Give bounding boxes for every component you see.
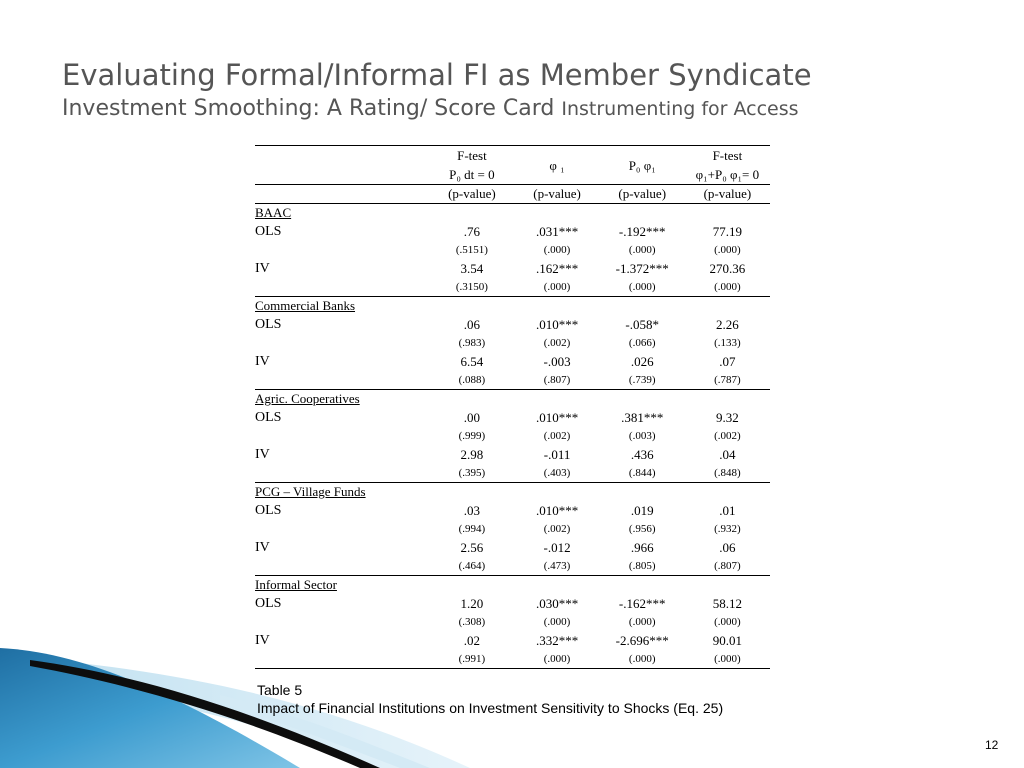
table-caption xyxy=(257,681,723,717)
group-name: BAAC xyxy=(255,205,292,220)
estimate-row xyxy=(255,408,770,427)
pvalue-row xyxy=(255,427,770,445)
pvalue-cell: (.932) xyxy=(714,523,741,535)
pvalue-row xyxy=(255,371,770,390)
pvalue-cell: (.002) xyxy=(543,430,571,442)
blank-cell xyxy=(255,427,429,445)
estimate-cell: -.162*** xyxy=(618,595,666,611)
blank-cell xyxy=(255,557,429,576)
estimate-cell: -2.696*** xyxy=(615,632,669,648)
pvalue-cell: (.464) xyxy=(458,560,486,572)
pvalue-cell: (.308) xyxy=(458,616,486,628)
pvalue-cell: (.991) xyxy=(429,650,514,669)
pvalue-cell: (.994) xyxy=(458,523,486,535)
estimate-row xyxy=(255,259,770,278)
pvalue-row xyxy=(255,650,770,669)
header-phi1: φ ₁ xyxy=(514,146,599,185)
pvalue-cell: (.066) xyxy=(628,337,656,349)
estimator-label: IV xyxy=(255,539,270,555)
estimator-label: IV xyxy=(255,632,270,648)
estimate-cell: .436 xyxy=(630,446,654,462)
pvalue-row xyxy=(255,557,770,576)
pvalue-cell: (.000) xyxy=(628,616,656,628)
estimate-row xyxy=(255,445,770,464)
estimate-cell: 3.54 xyxy=(460,260,484,276)
pvalue-cell: (.000) xyxy=(543,244,571,256)
pvalue-row xyxy=(255,520,770,538)
slide-title xyxy=(62,56,812,124)
group-header-row xyxy=(255,390,770,409)
estimator-label: OLS xyxy=(255,316,282,332)
pvalue-cell: (.956) xyxy=(628,523,656,535)
group-header-row xyxy=(255,297,770,316)
pvalue-cell: (.133) xyxy=(714,337,741,349)
estimator-label: OLS xyxy=(255,409,282,425)
pvalue-cell: (.000) xyxy=(714,244,741,256)
estimate-cell: .010*** xyxy=(535,409,579,425)
header-p0dt: P₀ dt = 0 xyxy=(449,167,495,182)
estimate-cell: .76 xyxy=(463,223,481,239)
estimate-cell: .01 xyxy=(719,502,736,518)
estimator-label: OLS xyxy=(255,223,282,239)
blank-cell xyxy=(255,278,429,297)
estimator-label: OLS xyxy=(255,595,282,611)
pvalue-label: (p-value) xyxy=(685,185,770,204)
pvalue-cell: (.983) xyxy=(458,337,486,349)
pvalue-label: (p-value) xyxy=(600,185,685,204)
title-line-2 xyxy=(62,94,812,124)
group-name: Agric. Cooperatives xyxy=(255,391,360,406)
pvalue-row xyxy=(255,613,770,631)
pvalue-cell: (.739) xyxy=(628,374,656,386)
blank-cell xyxy=(255,371,429,390)
estimator-label: OLS xyxy=(255,502,282,518)
pvalue-cell: (.403) xyxy=(543,467,571,479)
pvalue-cell: (.844) xyxy=(628,467,656,479)
pvalue-cell: (.088) xyxy=(458,374,486,386)
pvalue-cell: (.000) xyxy=(514,650,599,669)
estimate-cell: 90.01 xyxy=(712,632,743,648)
pvalue-cell: (.807) xyxy=(714,560,741,572)
pvalue-row xyxy=(255,185,770,204)
estimate-cell: .966 xyxy=(630,539,654,555)
pvalue-cell: (.003) xyxy=(628,430,656,442)
pvalue-cell: (.000) xyxy=(543,281,571,293)
estimate-cell: .06 xyxy=(463,316,481,332)
blank-cell xyxy=(255,520,429,538)
estimate-cell: 58.12 xyxy=(712,595,743,611)
estimator-label: IV xyxy=(255,446,270,462)
pvalue-cell: (.002) xyxy=(543,337,571,349)
pvalue-row xyxy=(255,278,770,297)
estimate-cell: .06 xyxy=(719,539,736,555)
pvalue-cell: (.002) xyxy=(714,430,741,442)
pvalue-row xyxy=(255,241,770,259)
pvalue-label: (p-value) xyxy=(429,185,514,204)
estimate-cell: .026 xyxy=(630,353,654,369)
estimate-cell: -1.372*** xyxy=(615,260,669,276)
estimate-cell: .03 xyxy=(463,502,481,518)
estimate-cell: 9.32 xyxy=(716,409,739,425)
group-header-row xyxy=(255,204,770,223)
caption-table-number: Table 5 xyxy=(257,682,303,698)
estimate-cell: 2.98 xyxy=(460,446,484,462)
estimate-row xyxy=(255,501,770,520)
estimate-cell: .030*** xyxy=(535,595,579,611)
header-phi-sum: φ₁+P₀ φ₁= 0 xyxy=(695,167,760,182)
pvalue-cell: (.473) xyxy=(543,560,571,572)
pvalue-label: (p-value) xyxy=(514,185,599,204)
pvalue-cell: (.395) xyxy=(458,467,486,479)
estimate-row xyxy=(255,352,770,371)
pvalue-cell: (.848) xyxy=(714,467,741,479)
title-line-2-main: Investment Smoothing: A Rating/ Score Card xyxy=(62,96,555,121)
group-name: Informal Sector xyxy=(255,577,337,592)
estimate-cell: .381*** xyxy=(621,409,664,425)
header-ftest-1: F-test xyxy=(429,146,514,166)
estimate-cell: .332*** xyxy=(535,632,579,648)
estimate-cell: -.011 xyxy=(543,446,571,462)
estimate-row xyxy=(255,631,770,650)
blank-cell xyxy=(255,334,429,352)
pvalue-cell: (.000) xyxy=(628,281,656,293)
header-row-2 xyxy=(255,165,770,185)
estimate-cell: .00 xyxy=(463,409,481,425)
estimate-cell: 77.19 xyxy=(712,223,743,239)
pvalue-cell: (.5151) xyxy=(455,244,488,256)
title-line-1: Evaluating Formal/Informal FI as Member Syndicate xyxy=(62,58,812,92)
header-row-1 xyxy=(255,146,770,166)
estimate-cell: .02 xyxy=(463,632,481,648)
header-p0phi1: P₀ φ₁ xyxy=(600,146,685,185)
results-table xyxy=(255,145,770,669)
estimate-row xyxy=(255,538,770,557)
pvalue-cell: (.805) xyxy=(628,560,656,572)
estimate-cell: 2.26 xyxy=(716,316,739,332)
group-name: PCG – Village Funds xyxy=(255,484,366,499)
blank-cell xyxy=(255,464,429,483)
pvalue-cell: (.000) xyxy=(714,281,741,293)
pvalue-cell: (.999) xyxy=(458,430,486,442)
pvalue-cell: (.000) xyxy=(714,616,741,628)
group-header-row xyxy=(255,576,770,595)
estimate-cell: 6.54 xyxy=(460,353,484,369)
estimator-label: IV xyxy=(255,353,270,369)
estimate-row xyxy=(255,594,770,613)
pvalue-cell: (.787) xyxy=(714,374,741,386)
estimate-cell: .010*** xyxy=(535,316,579,332)
estimate-cell: -.192*** xyxy=(618,223,666,239)
group-name: Commercial Banks xyxy=(255,298,356,313)
estimate-cell: 2.56 xyxy=(460,539,484,555)
estimate-cell: 270.36 xyxy=(709,260,746,276)
pvalue-cell: (.3150) xyxy=(455,281,488,293)
pvalue-cell: (.002) xyxy=(543,523,571,535)
page-number: 12 xyxy=(985,738,999,752)
estimate-cell: .162*** xyxy=(535,260,579,276)
blank-cell xyxy=(255,650,429,669)
estimate-row xyxy=(255,315,770,334)
estimate-cell: 1.20 xyxy=(460,595,484,611)
pvalue-cell: (.000) xyxy=(600,650,685,669)
title-line-2-small: Instrumenting for Access xyxy=(561,98,799,120)
estimate-cell: -.058* xyxy=(625,316,660,332)
estimate-cell: .04 xyxy=(719,446,736,462)
header-ftest-2: F-test xyxy=(685,146,770,166)
estimate-cell: .031*** xyxy=(535,223,579,239)
group-header-row xyxy=(255,483,770,502)
pvalue-cell: (.000) xyxy=(685,650,770,669)
blank-cell xyxy=(255,241,429,259)
pvalue-row xyxy=(255,464,770,483)
pvalue-row xyxy=(255,334,770,352)
estimate-row xyxy=(255,222,770,241)
estimate-cell: .07 xyxy=(719,353,736,369)
estimator-label: IV xyxy=(255,260,270,276)
estimate-cell: -.012 xyxy=(543,539,571,555)
pvalue-cell: (.000) xyxy=(628,244,656,256)
estimate-cell: .010*** xyxy=(535,502,579,518)
pvalue-cell: (.807) xyxy=(543,374,571,386)
pvalue-cell: (.000) xyxy=(543,616,571,628)
caption-description: Impact of Financial Institutions on Investment Sensitivity to Shocks (Eq. 25) xyxy=(257,700,724,716)
blank-cell xyxy=(255,613,429,631)
estimate-cell: .019 xyxy=(630,502,654,518)
estimate-cell: -.003 xyxy=(543,353,571,369)
table-body xyxy=(255,204,770,669)
